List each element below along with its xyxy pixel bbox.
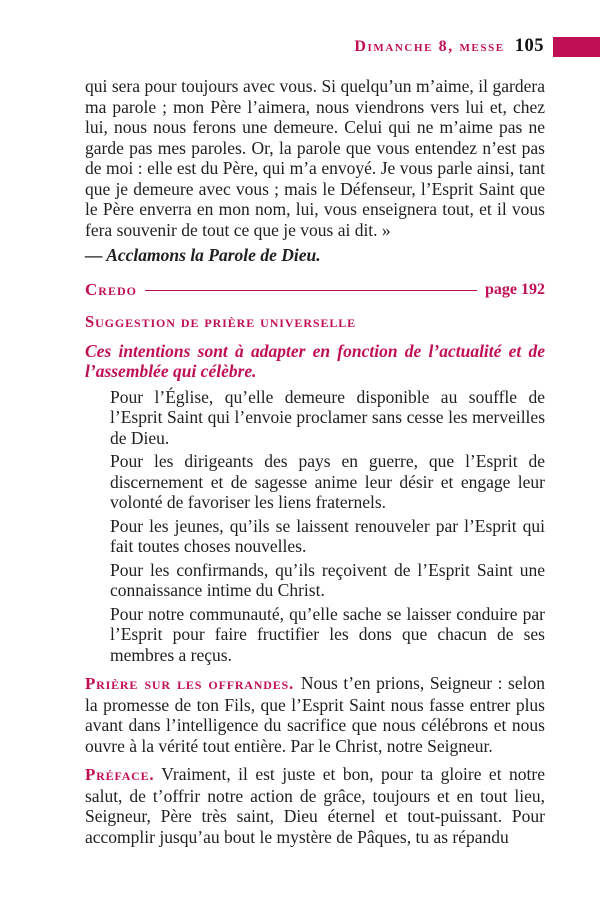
running-header [0, 36, 600, 57]
page-number: 105 [514, 36, 544, 56]
intention-item: Pour les confirmands, qu’ils reçoivent de l’Esprit Saint une connaissance intime du Christ. [110, 559, 545, 600]
universal-prayer-heading: Suggestion de prière universelle [85, 312, 357, 331]
intention-item: Pour notre communauté, qu’elle sache se laisser conduire par l’Esprit pour faire fructifier les dons que chacun de ses membres a reçus. [110, 603, 545, 665]
intention-item: Pour les dirigeants des pays en guerre, que l’Esprit de discernement et de sagesse anime leur désir et engage leur volonté de favoriser les liens fraternels. [110, 451, 545, 512]
credo-reference-line [85, 280, 545, 301]
offertory-prayer-text: Nous t’en prions, Seigneur : selon la promesse de ton Fils, que l’Esprit Saint nous fasse entrer plus avant dans l’intelligence du sacrifice que nous célébrons et nous ouvre à la vérité tout entière. Par le Christ, notre Seigneur. [85, 673, 545, 756]
credo-label: Credo [85, 279, 137, 299]
intention-item: Pour les jeunes, qu’ils se laissent renouveler par l’Esprit qui fait toutes choses nouvelles. [110, 515, 545, 556]
preface-text: Vraiment, il est juste et bon, pour ta gloire et notre salut, de t’offrir notre action de grâce, toujours et en tout lieu, Seigneur, Père très saint, Dieu éternel et tout-puissant. Pour accomplir jusqu’au bout le mystère de Pâques, tu as répandu [85, 764, 545, 847]
page-content [85, 76, 545, 847]
intention-item: Pour l’Église, qu’elle demeure disponible au souffle de l’Esprit Saint qui l’envoie proclamer sans cesse les merveilles de Dieu. [110, 386, 545, 448]
intentions-list [85, 387, 545, 666]
gospel-acclamation: — Acclamons la Parole de Dieu. [85, 245, 321, 265]
header-accent-bar [553, 37, 600, 57]
header-title: Dimanche 8, messe [354, 37, 505, 55]
offertory-prayer [85, 673, 545, 756]
preface-heading: Préface. [85, 765, 155, 784]
preface-paragraph [85, 764, 545, 847]
credo-page-reference: page 192 [485, 280, 545, 298]
universal-prayer-note: Ces intentions sont à adapter en fonction de l’actualité et de l’assemblée qui célèbre. [85, 340, 545, 381]
gospel-text: qui sera pour toujours avec vous. Si quelqu’un m’aime, il gardera ma parole ; mon Père l’aimera, nous viendrons vers lui et, chez lui, nous nous ferons une demeure. Celui qui ne m’aime pas ne garde pas mes paroles. Or, la parole que vous entendez n’est pas de moi : elle est du Père, qui m’a envoyé. Je vous parle ainsi, tant que je demeure avec vous ; mais le Défenseur, l’Esprit Saint que le Père enverra en mon nom, lui, vous enseignera tout, et il vous fera souvenir de tout ce que je vous ai dit. » [85, 76, 545, 240]
credo-rule [145, 290, 477, 291]
offertory-prayer-heading: Prière sur les offrandes. [85, 674, 295, 693]
